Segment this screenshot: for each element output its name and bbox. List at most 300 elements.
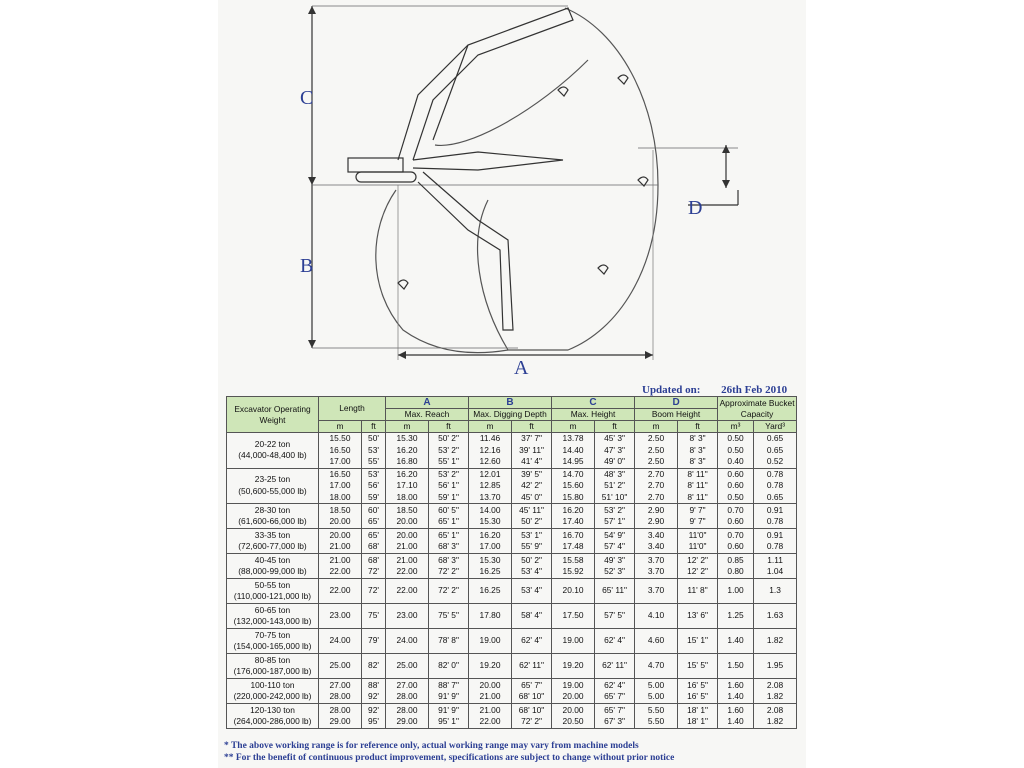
cell-value: 12.16	[479, 444, 501, 455]
cell-value: 1.63	[766, 610, 784, 621]
cell-value: 23.00	[329, 610, 351, 621]
table-cell	[512, 529, 552, 554]
table-cell	[552, 704, 595, 729]
cell-value: 56'	[368, 480, 379, 490]
cell-value: 50' 2"	[521, 516, 542, 526]
cell-value: 16.25	[479, 566, 501, 576]
table-cell	[429, 433, 469, 469]
cell-value: 9' 7"	[689, 504, 706, 515]
cell-value: 17.40	[562, 516, 584, 526]
cell-value: 25.00	[329, 660, 351, 671]
cell-value: 1.60	[727, 704, 744, 715]
cell-value: 9' 7"	[689, 516, 706, 526]
cell-value: 5.00	[647, 679, 665, 690]
table-cell	[678, 433, 718, 469]
weight-lb: (220,000-242,000 lb)	[233, 691, 312, 701]
cell-value: 75' 5"	[438, 610, 459, 621]
footnote: * The above working range is for reference only, actual working range may vary from machine models	[224, 741, 639, 751]
header-d-title: Boom Height	[635, 409, 718, 421]
weight-cell	[227, 654, 319, 679]
cell-value: 45' 11"	[519, 504, 544, 515]
cell-value: 5.50	[647, 716, 665, 726]
cell-value: 15' 1"	[687, 635, 708, 646]
weight-ton: 33-35 ton	[254, 529, 291, 540]
footnotes	[224, 740, 674, 764]
weight-ton: 20-22 ton	[254, 438, 291, 449]
cell-value: 62' 4"	[521, 635, 542, 646]
cell-value: 65' 1"	[438, 516, 459, 526]
cell-value: 45' 3"	[604, 433, 625, 443]
cell-value: 2.08	[766, 679, 784, 690]
cell-value: 1.25	[727, 610, 744, 621]
table-row	[227, 679, 797, 704]
cell-value: 25.00	[396, 660, 418, 671]
table-cell	[362, 529, 386, 554]
table-cell	[429, 529, 469, 554]
header-c-letter: C	[552, 397, 635, 409]
cell-value: 53'	[368, 444, 379, 455]
cell-value: 15' 5"	[687, 660, 708, 671]
cell-value: 1.04	[766, 566, 784, 576]
cell-value: 2.08	[766, 704, 784, 715]
header-a-letter: A	[386, 397, 469, 409]
cell-value: 78' 8"	[438, 635, 459, 646]
cell-value: 15.30	[479, 516, 501, 526]
table-cell	[319, 433, 362, 469]
table-cell	[512, 604, 552, 629]
cell-value: 16.50	[329, 468, 351, 479]
table-cell	[319, 679, 362, 704]
cell-value: 0.70	[727, 529, 744, 540]
table-cell	[754, 704, 797, 729]
table-cell	[718, 629, 754, 654]
table-cell	[635, 679, 678, 704]
cell-value: 1.00	[727, 585, 744, 596]
cell-value: 62' 11"	[602, 660, 627, 671]
cell-value: 19.00	[562, 635, 584, 646]
cell-value: 2.50	[647, 444, 665, 455]
cell-value: 14.00	[479, 504, 501, 515]
cell-value: 1.40	[727, 691, 744, 701]
header-b-letter: B	[469, 397, 552, 409]
table-cell	[512, 704, 552, 729]
cell-value: 0.78	[766, 480, 784, 490]
table-row	[227, 654, 797, 679]
cell-value: 62' 4"	[604, 635, 625, 646]
cell-value: 53'	[368, 468, 379, 479]
cell-value: 0.78	[766, 541, 784, 551]
table-cell	[362, 554, 386, 579]
cell-value: 17.50	[562, 610, 584, 621]
cell-value: 91' 9"	[438, 691, 459, 701]
cell-value: 55' 1"	[438, 456, 459, 466]
table-cell	[469, 704, 512, 729]
weight-cell	[227, 679, 319, 704]
table-cell	[754, 629, 797, 654]
table-cell	[429, 554, 469, 579]
cell-value: 17.00	[329, 456, 351, 466]
table-row	[227, 579, 797, 604]
table-cell	[386, 579, 429, 604]
cell-value: 18' 1"	[687, 716, 708, 726]
cell-value: 75'	[368, 610, 379, 621]
table-cell	[362, 704, 386, 729]
cell-value: 72'	[368, 585, 379, 596]
cell-value: 14.70	[562, 468, 584, 479]
weight-lb: (72,600-77,000 lb)	[238, 541, 307, 551]
cell-value: 88' 7"	[438, 679, 459, 690]
table-cell	[469, 433, 512, 469]
table-cell	[512, 504, 552, 529]
cell-value: 0.50	[727, 433, 744, 443]
table-cell	[718, 679, 754, 704]
cell-value: 22.00	[329, 585, 351, 596]
table-cell	[319, 604, 362, 629]
weight-cell	[227, 468, 319, 504]
table-row	[227, 529, 797, 554]
table-cell	[319, 529, 362, 554]
cell-value: 58' 4"	[521, 610, 542, 621]
cell-value: 67' 3"	[604, 716, 625, 726]
cell-value: 82' 0"	[438, 660, 459, 671]
table-cell	[595, 679, 635, 704]
unit-m: m	[469, 421, 512, 433]
header-weight: Excavator Operating Weight	[227, 397, 319, 433]
updated-date: 26th Feb 2010	[721, 384, 788, 396]
table-cell	[362, 504, 386, 529]
cell-value: 12.85	[479, 480, 501, 490]
table-cell	[552, 468, 595, 504]
cell-value: 92'	[368, 704, 379, 715]
cell-value: 20.00	[562, 704, 584, 715]
table-cell	[362, 468, 386, 504]
cell-value: 16' 5"	[687, 679, 708, 690]
unit-ft: ft	[512, 421, 552, 433]
cell-value: 95'	[368, 716, 379, 726]
cell-value: 8' 11"	[687, 468, 708, 479]
cell-value: 65' 1"	[438, 529, 459, 540]
cell-value: 21.00	[479, 691, 501, 701]
unit-m3: m³	[718, 421, 754, 433]
table-cell	[635, 529, 678, 554]
table-row	[227, 629, 797, 654]
table-cell	[595, 554, 635, 579]
cell-value: 14.40	[562, 444, 584, 455]
cell-value: 68'	[368, 554, 379, 565]
cell-value: 1.3	[769, 585, 781, 596]
cell-value: 47' 3"	[604, 444, 625, 455]
cell-value: 53' 1"	[521, 529, 542, 540]
cell-value: 20.00	[396, 516, 418, 526]
table-cell	[678, 468, 718, 504]
cell-value: 39' 11"	[519, 444, 544, 455]
cell-value: 27.00	[329, 679, 351, 690]
cell-value: 1.82	[766, 716, 784, 726]
cell-value: 20.00	[329, 529, 351, 540]
cell-value: 8' 11"	[687, 480, 708, 490]
table-cell	[469, 554, 512, 579]
header-d-letter: D	[635, 397, 718, 409]
table-cell	[429, 504, 469, 529]
table-row	[227, 504, 797, 529]
cell-value: 2.70	[647, 491, 665, 502]
table-cell	[386, 654, 429, 679]
cell-value: 68' 10"	[518, 704, 545, 715]
cell-value: 12' 2"	[687, 554, 708, 565]
cell-value: 53' 4"	[521, 566, 542, 576]
cell-value: 0.60	[727, 468, 744, 479]
working-range-diagram	[218, 0, 806, 380]
cell-value: 53' 2"	[604, 504, 625, 515]
table-cell	[595, 604, 635, 629]
cell-value: 27.00	[396, 679, 418, 690]
dimension-c-label: C	[300, 87, 314, 109]
table-cell	[469, 529, 512, 554]
table-cell	[552, 579, 595, 604]
cell-value: 0.85	[727, 554, 744, 565]
table-cell	[319, 554, 362, 579]
cell-value: 15.92	[562, 566, 584, 576]
header-length: Length	[319, 397, 386, 421]
weight-ton: 70-75 ton	[254, 629, 291, 640]
table-cell	[512, 468, 552, 504]
cell-value: 57' 4"	[604, 541, 625, 551]
cell-value: 29.00	[329, 716, 351, 726]
unit-m: m	[635, 421, 678, 433]
table-cell	[319, 579, 362, 604]
cell-value: 0.91	[766, 529, 784, 540]
cell-value: 0.78	[766, 516, 784, 526]
cell-value: 11' 8"	[687, 585, 708, 596]
weight-cell	[227, 433, 319, 469]
table-cell	[386, 629, 429, 654]
cell-value: 20.50	[562, 716, 584, 726]
table-cell	[635, 504, 678, 529]
table-cell	[362, 654, 386, 679]
cell-value: 18' 1"	[687, 704, 708, 715]
table-cell	[754, 604, 797, 629]
table-cell	[754, 504, 797, 529]
table-cell	[386, 468, 429, 504]
cell-value: 21.00	[329, 541, 351, 551]
table-cell	[429, 579, 469, 604]
weight-ton: 50-55 ton	[254, 579, 291, 590]
updated-on	[642, 384, 802, 396]
table-cell	[386, 679, 429, 704]
cell-value: 95' 1"	[438, 716, 459, 726]
cell-value: 8' 3"	[689, 456, 706, 466]
spec-sheet	[218, 0, 806, 768]
cell-value: 15.50	[329, 433, 351, 443]
cell-value: 1.82	[766, 691, 784, 701]
cell-value: 16.25	[479, 585, 501, 596]
cell-value: 51' 10"	[601, 491, 628, 502]
cell-value: 17.80	[479, 610, 501, 621]
cell-value: 60'	[368, 504, 379, 515]
table-cell	[429, 629, 469, 654]
cell-value: 0.65	[766, 433, 784, 443]
cell-value: 16.20	[396, 468, 418, 479]
cell-value: 51' 2"	[604, 480, 625, 490]
dimension-a-label: A	[514, 357, 529, 379]
table-cell	[362, 604, 386, 629]
table-cell	[754, 529, 797, 554]
table-cell	[754, 468, 797, 504]
weight-ton: 80-85 ton	[254, 654, 291, 665]
cell-value: 68' 10"	[518, 691, 545, 701]
cell-value: 92'	[368, 691, 379, 701]
weight-lb: (264,000-286,000 lb)	[233, 716, 312, 726]
cell-value: 19.20	[562, 660, 584, 671]
cell-value: 21.00	[479, 704, 501, 715]
table-cell	[469, 579, 512, 604]
cell-value: 82'	[368, 660, 379, 671]
cell-value: 2.90	[647, 516, 665, 526]
updated-label: Updated on:	[642, 384, 701, 396]
cell-value: 13' 6"	[687, 610, 708, 621]
table-cell	[469, 654, 512, 679]
cell-value: 20.00	[479, 679, 501, 690]
cell-value: 11.46	[479, 433, 501, 443]
cell-value: 15.30	[396, 433, 418, 443]
cell-value: 14.95	[562, 456, 584, 466]
cell-value: 15.30	[479, 554, 501, 565]
cell-value: 65'	[368, 529, 379, 540]
cell-value: 53' 2"	[438, 468, 459, 479]
table-cell	[429, 604, 469, 629]
cell-value: 62' 11"	[519, 660, 544, 671]
cell-value: 4.60	[647, 635, 665, 646]
cell-value: 4.70	[647, 660, 665, 671]
table-cell	[718, 554, 754, 579]
cell-value: 48' 3"	[604, 468, 625, 479]
weight-ton: 60-65 ton	[254, 604, 291, 615]
table-cell	[678, 604, 718, 629]
cell-value: 29.00	[396, 716, 418, 726]
table-cell	[595, 468, 635, 504]
table-cell	[512, 654, 552, 679]
cell-value: 1.40	[727, 635, 744, 646]
cell-value: 16.20	[396, 444, 418, 455]
cell-value: 20.00	[396, 529, 418, 540]
cell-value: 65'	[368, 516, 379, 526]
cell-value: 68'	[368, 541, 379, 551]
cell-value: 60' 5"	[438, 504, 459, 515]
cell-value: 4.10	[647, 610, 665, 621]
cell-value: 1.11	[767, 554, 783, 565]
table-cell	[469, 679, 512, 704]
weight-cell	[227, 629, 319, 654]
cell-value: 12.01	[479, 468, 501, 479]
weight-lb: (61,600-66,000 lb)	[238, 516, 307, 526]
dimension-b-label: B	[300, 255, 314, 277]
cell-value: 53' 2"	[438, 444, 459, 455]
cell-value: 79'	[368, 635, 379, 646]
table-cell	[635, 654, 678, 679]
cell-value: 68' 3"	[438, 554, 459, 565]
cell-value: 2.70	[647, 480, 665, 490]
table-cell	[718, 529, 754, 554]
table-row	[227, 554, 797, 579]
cell-value: 3.40	[647, 541, 665, 551]
cell-value: 0.60	[727, 516, 744, 526]
cell-value: 0.40	[727, 456, 744, 466]
table-cell	[469, 604, 512, 629]
table-cell	[552, 529, 595, 554]
table-cell	[552, 604, 595, 629]
table-cell	[754, 433, 797, 469]
unit-ft: ft	[362, 421, 386, 433]
table-cell	[512, 679, 552, 704]
table-cell	[635, 604, 678, 629]
table-cell	[469, 629, 512, 654]
table-cell	[319, 704, 362, 729]
table-cell	[512, 629, 552, 654]
table-cell	[678, 629, 718, 654]
cell-value: 42' 2"	[521, 480, 542, 490]
table-row	[227, 433, 797, 469]
cell-value: 2.50	[647, 456, 665, 466]
cell-value: 0.70	[727, 504, 744, 515]
cell-value: 16.20	[479, 529, 501, 540]
weight-ton: 40-45 ton	[254, 554, 291, 565]
table-cell	[552, 654, 595, 679]
cell-value: 5.00	[647, 691, 665, 701]
cell-value: 20.00	[562, 691, 584, 701]
reach-envelope	[478, 8, 658, 350]
unit-ft: ft	[429, 421, 469, 433]
table-cell	[678, 654, 718, 679]
cell-value: 22.00	[479, 716, 501, 726]
unit-m: m	[552, 421, 595, 433]
cell-value: 59'	[368, 491, 379, 502]
cell-value: 21.00	[396, 541, 418, 551]
table-cell	[635, 579, 678, 604]
weight-lb: (44,000-48,400 lb)	[238, 450, 307, 461]
cell-value: 28.00	[396, 704, 418, 715]
cell-value: 20.10	[562, 585, 584, 596]
table-cell	[512, 579, 552, 604]
table-cell	[552, 679, 595, 704]
table-cell	[469, 504, 512, 529]
cell-value: 5.50	[647, 704, 665, 715]
cell-value: 55'	[368, 456, 379, 466]
cell-value: 72' 2"	[521, 716, 542, 726]
cell-value: 0.50	[727, 491, 744, 502]
table-cell	[635, 629, 678, 654]
cell-value: 72' 2"	[438, 585, 459, 596]
cell-value: 12.60	[479, 456, 501, 466]
table-cell	[635, 433, 678, 469]
cell-value: 50' 2"	[521, 554, 542, 565]
table-cell	[552, 554, 595, 579]
cell-value: 65' 7"	[604, 691, 625, 701]
cell-value: 18.00	[396, 491, 418, 502]
lower-envelope	[376, 190, 508, 353]
table-cell	[319, 654, 362, 679]
cell-value: 20.00	[329, 516, 351, 526]
cell-value: 11'0"	[688, 541, 707, 551]
table-cell	[678, 704, 718, 729]
cell-value: 21.00	[329, 554, 351, 565]
cell-value: 8' 3"	[689, 444, 706, 455]
cell-value: 19.20	[479, 660, 501, 671]
cell-value: 19.00	[562, 679, 584, 690]
cell-value: 2.50	[647, 433, 665, 443]
table-cell	[678, 679, 718, 704]
table-cell	[595, 579, 635, 604]
cell-value: 52' 3"	[604, 566, 625, 576]
